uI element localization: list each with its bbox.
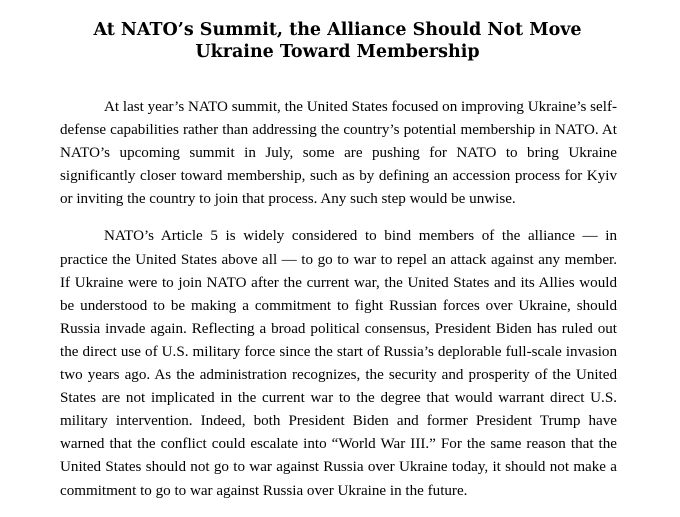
paragraph-2: NATO’s Article 5 is widely considered to bind members of the alliance — in practice the United States above all — to go to war to repel an attack against any member. If Ukraine were to join NATO after the current war, the United States and its Allies would be understood to be making a commitment to fight Russian forces over Ukraine, should Russia invade again. Reflecting a broad political consensus, President Biden has ruled out the direct use of U.S. military force since the start of Russia’s deplorable full-scale invasion two years ago. As the administration recognizes, the security and prosperity of the United States are not implicated in the current war to the degree that would warrant direct U.S. military intervention. Indeed, both President Biden and former President Trump have warned that the conflict could escalate into “World War III.” For the same reason that the United States should not go to war against Russia over Ukraine today, it should not make a commitment to go to war against Russia over Ukraine in the future.	[60, 228, 617, 499]
document-body	[60, 96, 617, 517]
paragraph-1: At last year’s NATO summit, the United States focused on improving Ukraine’s self-defense capabilities rather than addressing the country’s potential membership in NATO. At NATO’s upcoming summit in July, some are pushing for NATO to bring Ukraine significantly closer toward membership, such as by defining an accession process for Kyiv or inviting the country to join that process. Any such step would be unwise.	[60, 99, 617, 208]
document-title	[60, 19, 615, 63]
title-line-2: Ukraine Toward Membership	[195, 42, 480, 62]
title-line-1: At NATO’s Summit, the Alliance Should Not Move	[93, 20, 582, 40]
